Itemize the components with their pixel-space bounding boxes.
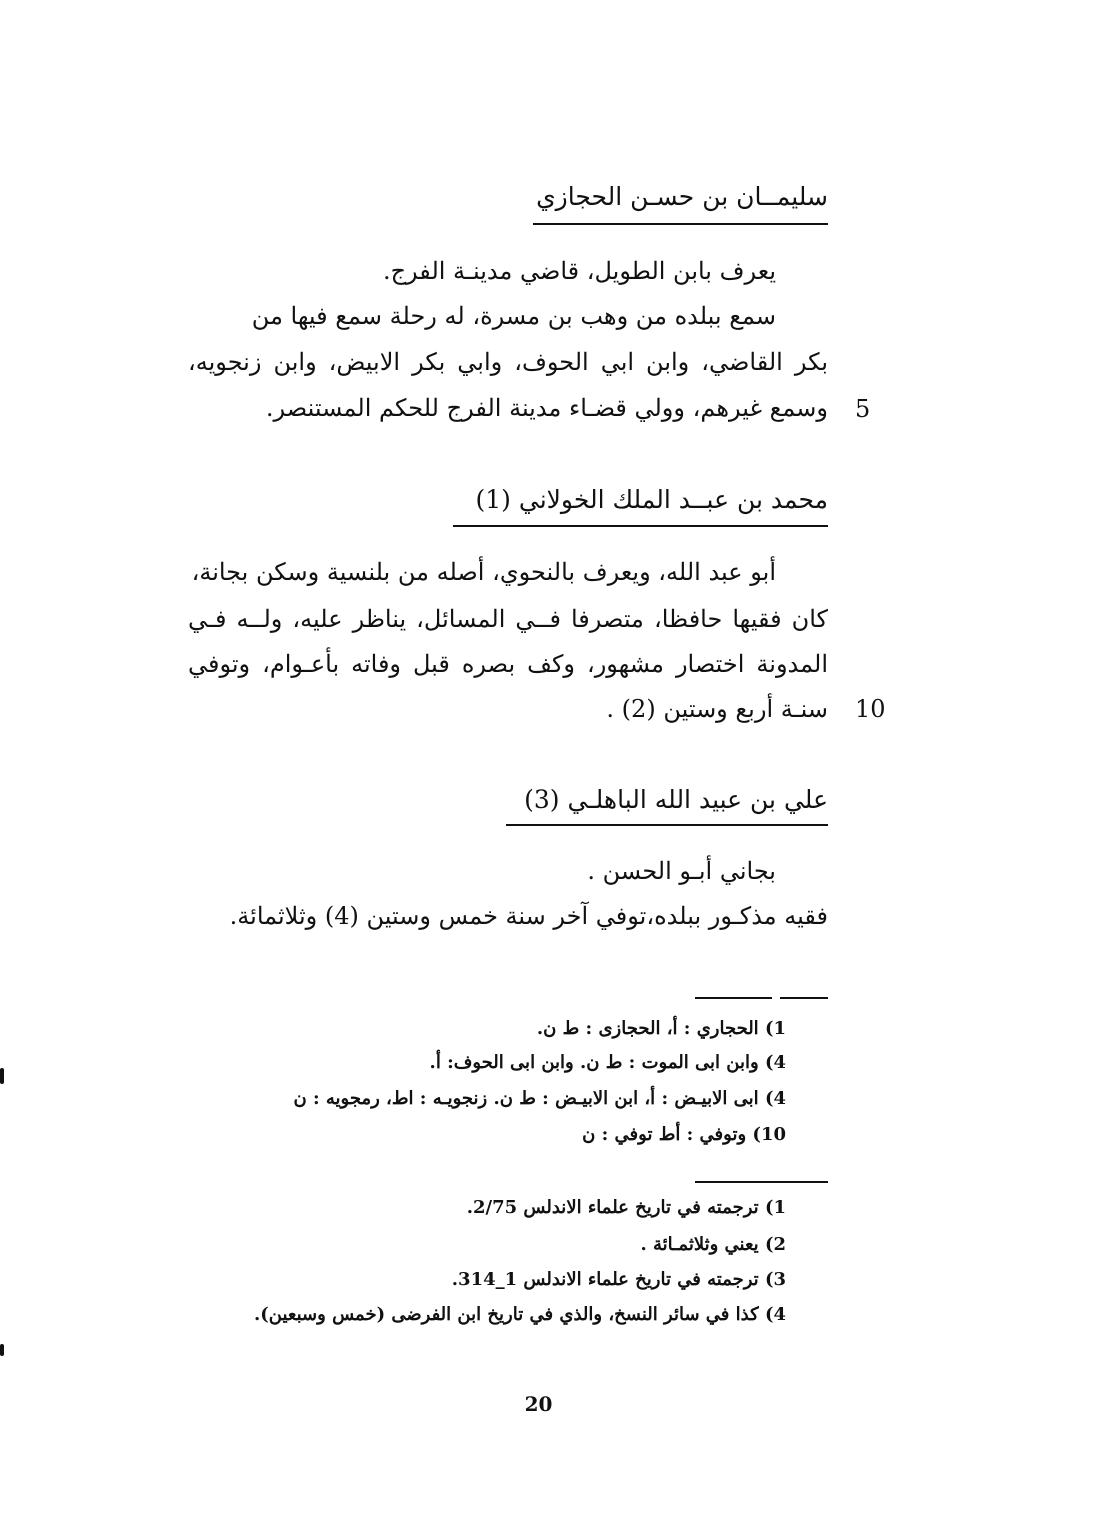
entry-3-line-2: فقيه مذكـور ببلده،توفي آخر سنة خمس وستين (4) وثلاثمائة. <box>229 902 828 930</box>
line-number-10: 10 <box>855 695 886 723</box>
entry-2-line-4: سنـة أربع وستين (2) . <box>606 695 828 723</box>
entry-heading-2: محمد بن عبــد الملك الخولاني (1) <box>475 485 828 514</box>
entry-3-line-1: بجاني أبـو الحسن . <box>587 857 776 885</box>
entry-1-line-4: وسمع غيرهم، وولي قضـاء مدينة الفرج للحكم المستنصر. <box>265 394 828 422</box>
footnote-3: 3) ترجمته في تاريخ علماء الاندلس 1_314. <box>451 1269 786 1290</box>
scan-edge-mark-top <box>0 1068 4 1084</box>
apparatus-note-3: 4) ابى الابيـض : أ، ابن الابيـض : ط ن. زنجويـه : اط، رمجويه : ن <box>293 1088 786 1109</box>
apparatus-note-2: 4) وابن ابى الموت : ط ن. وابن ابى الحوف: أ. <box>429 1052 786 1073</box>
entry-2-line-1: أبو عبد الله، ويعرف بالنحوي، أصله من بلنسية وسكن بجانة، <box>191 558 776 586</box>
footnote-4: 4) كذا في سائر النسخ، والذي في تاريخ ابن الفرضى (خمس وسبعين). <box>254 1304 786 1325</box>
heading-underline-2 <box>453 525 828 527</box>
apparatus-separator-b <box>780 997 828 999</box>
footnote-1: 1) ترجمته في تاريخ علماء الاندلس 2/75. <box>466 1197 786 1218</box>
entry-1-line-2: سمع ببلده من وهب بن مسرة، له رحلة سمع فيها من <box>251 302 776 330</box>
footnote-separator <box>695 1181 828 1183</box>
entry-2-line-2: كان فقيها حافظا، متصرفا فــي المسائل، يناظر عليه، ولــه فـي <box>188 605 828 633</box>
apparatus-note-1: 1) الحجاري : أ، الحجازى : ط ن. <box>536 1018 786 1039</box>
apparatus-separator-a <box>695 997 772 999</box>
heading-underline-3 <box>506 824 828 826</box>
heading-underline-1 <box>533 223 828 225</box>
line-number-5: 5 <box>855 395 871 423</box>
entry-heading-1: سليمــان بن حسـن الحجازي <box>536 182 828 211</box>
entry-heading-3: علي بن عبيد الله الباهلـي (3) <box>524 785 828 814</box>
entry-1-line-3: بكر القاضي، وابن ابي الحوف، وابي بكر الابيض، وابن زنجويه، <box>188 348 828 376</box>
entry-1-line-1: يعرف بابن الطويل، قاضي مدينـة الفرج. <box>382 257 776 285</box>
apparatus-note-4: 10) وتوفي : أط توفي : ن <box>582 1124 786 1145</box>
page-number: 20 <box>524 1392 553 1416</box>
scan-edge-mark-bottom <box>0 1344 4 1356</box>
entry-2-line-3: المدونة اختصار مشهور، وكف بصره قبل وفاته بأعـوام، وتوفي <box>188 650 828 678</box>
footnote-2: 2) يعني وثلاثمـائة . <box>640 1234 786 1255</box>
